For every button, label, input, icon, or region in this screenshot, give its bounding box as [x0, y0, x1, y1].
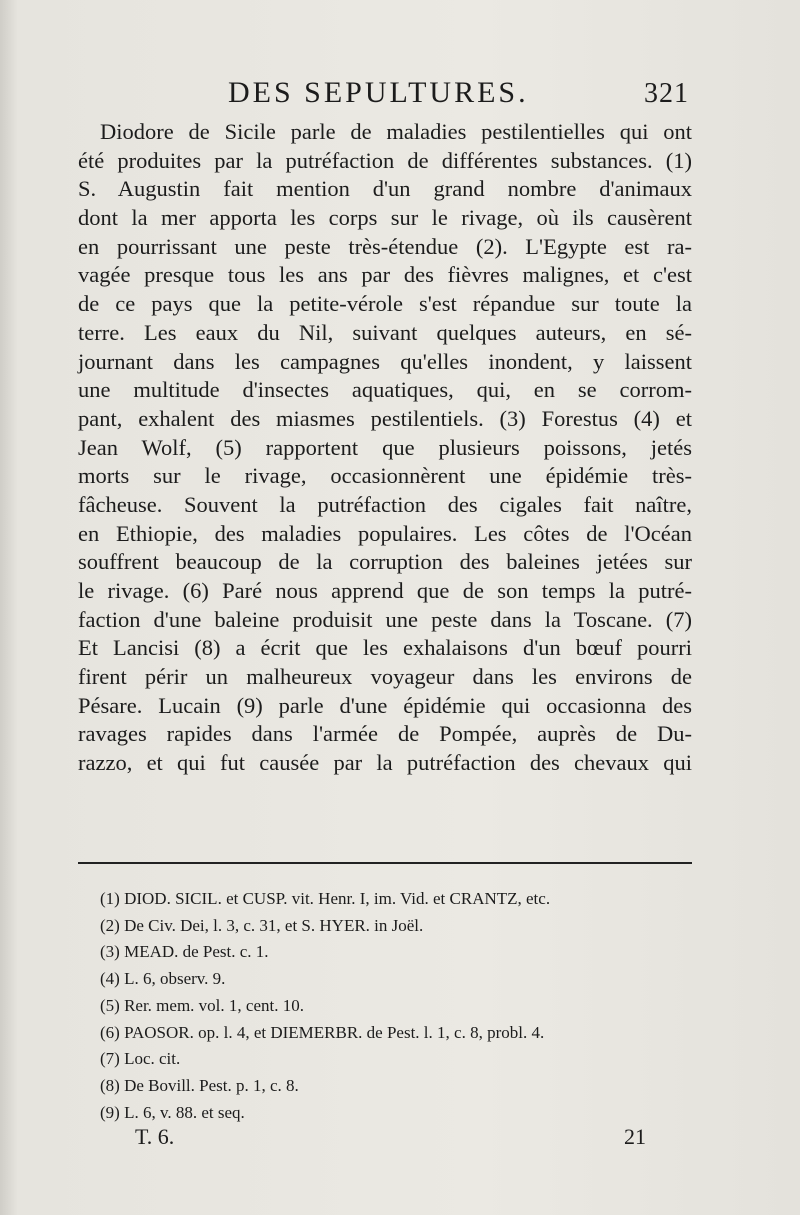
page-footer	[0, 1124, 800, 1154]
text-line: terre. Les eaux du Nil, suivant quelques auteurs, en sé-	[78, 319, 692, 345]
text-line: S. Augustin fait mention d'un grand nombre d'animaux	[78, 176, 692, 202]
text-line: le rivage. (6) Paré nous apprend que de son temps la putré-	[78, 578, 692, 603]
text-line: dont la mer apporta les corps sur le rivage, où ils causèrent	[78, 205, 692, 231]
footnote: (6) PAOSOR. op. l. 4, et DIEMERBR. de Pest. l. 1, c. 8, probl. 4.	[100, 1022, 545, 1042]
text-line: vagée presque tous les ans par des fièvres malignes, et c'est	[78, 262, 692, 288]
text-line: fâcheuse. Souvent la putréfaction des cigales fait naître,	[78, 491, 692, 517]
text-line: firent périr un malheureux voyageur dans les environs de	[78, 664, 692, 690]
footnote-divider	[78, 862, 692, 864]
text-line: en Ethiopie, des maladies populaires. Les côtes de l'Océan	[78, 520, 692, 546]
page-header	[0, 76, 800, 116]
text-line: souffrent beaucoup de la corruption des baleines jetées sur	[78, 549, 692, 575]
text-line: journant dans les campagnes qu'elles inondent, y laissent	[78, 348, 692, 374]
footnote: (3) MEAD. de Pest. c. 1.	[100, 942, 269, 962]
signature-mark: 21	[624, 1124, 646, 1149]
text-line: ravages rapides dans l'armée de Pompée, auprès de Du-	[78, 721, 692, 747]
footnote: (7) Loc. cit.	[100, 1049, 181, 1069]
text-line: faction d'une baleine produisit une peste dans la Toscane. (7)	[78, 606, 692, 632]
footnote: (9) L. 6, v. 88. et seq.	[100, 1102, 245, 1122]
text-line: en pourrissant une peste très-étendue (2). L'Egypte est ra-	[78, 233, 692, 259]
text-line: morts sur le rivage, occasionnèrent une épidémie très-	[78, 463, 692, 489]
text-line: Diodore de Sicile parle de maladies pestilentielles qui ont	[100, 119, 692, 144]
running-title: DES SEPULTURES.	[228, 76, 529, 109]
text-line: Pésare. Lucain (9) parle d'une épidémie qui occasionna des	[78, 692, 692, 718]
text-line: été produites par la putréfaction de différentes substances. (1)	[78, 147, 692, 173]
text-line: une multitude d'insectes aquatiques, qui, en se corrom-	[78, 377, 692, 403]
footnote: (1) DIOD. SICIL. et CUSP. vit. Henr. I, im. Vid. et CRANTZ, etc.	[100, 889, 551, 908]
text-line: Et Lancisi (8) a écrit que les exhalaisons d'un bœuf pourri	[78, 635, 692, 661]
footnote: (8) De Bovill. Pest. p. 1, c. 8.	[100, 1075, 299, 1095]
text-line: de ce pays que la petite-vérole s'est répandue sur toute la	[78, 291, 692, 317]
footnote: (4) L. 6, observ. 9.	[100, 969, 226, 989]
main-text	[78, 118, 692, 778]
text-line: pant, exhalent des miasmes pestilentiels. (3) Forestus (4) et	[78, 405, 692, 431]
footnote: (5) Rer. mem. vol. 1, cent. 10.	[100, 995, 304, 1015]
footnotes	[100, 886, 700, 1126]
page-number: 321	[644, 78, 689, 109]
footnote: (2) De Civ. Dei, l. 3, c. 31, et S. HYER. in Joël.	[100, 915, 424, 935]
volume-marker: T. 6.	[135, 1124, 175, 1149]
text-line: Jean Wolf, (5) rapportent que plusieurs poissons, jetés	[78, 434, 692, 460]
text-line: razzo, et qui fut causée par la putréfaction des chevaux qui	[78, 750, 692, 776]
